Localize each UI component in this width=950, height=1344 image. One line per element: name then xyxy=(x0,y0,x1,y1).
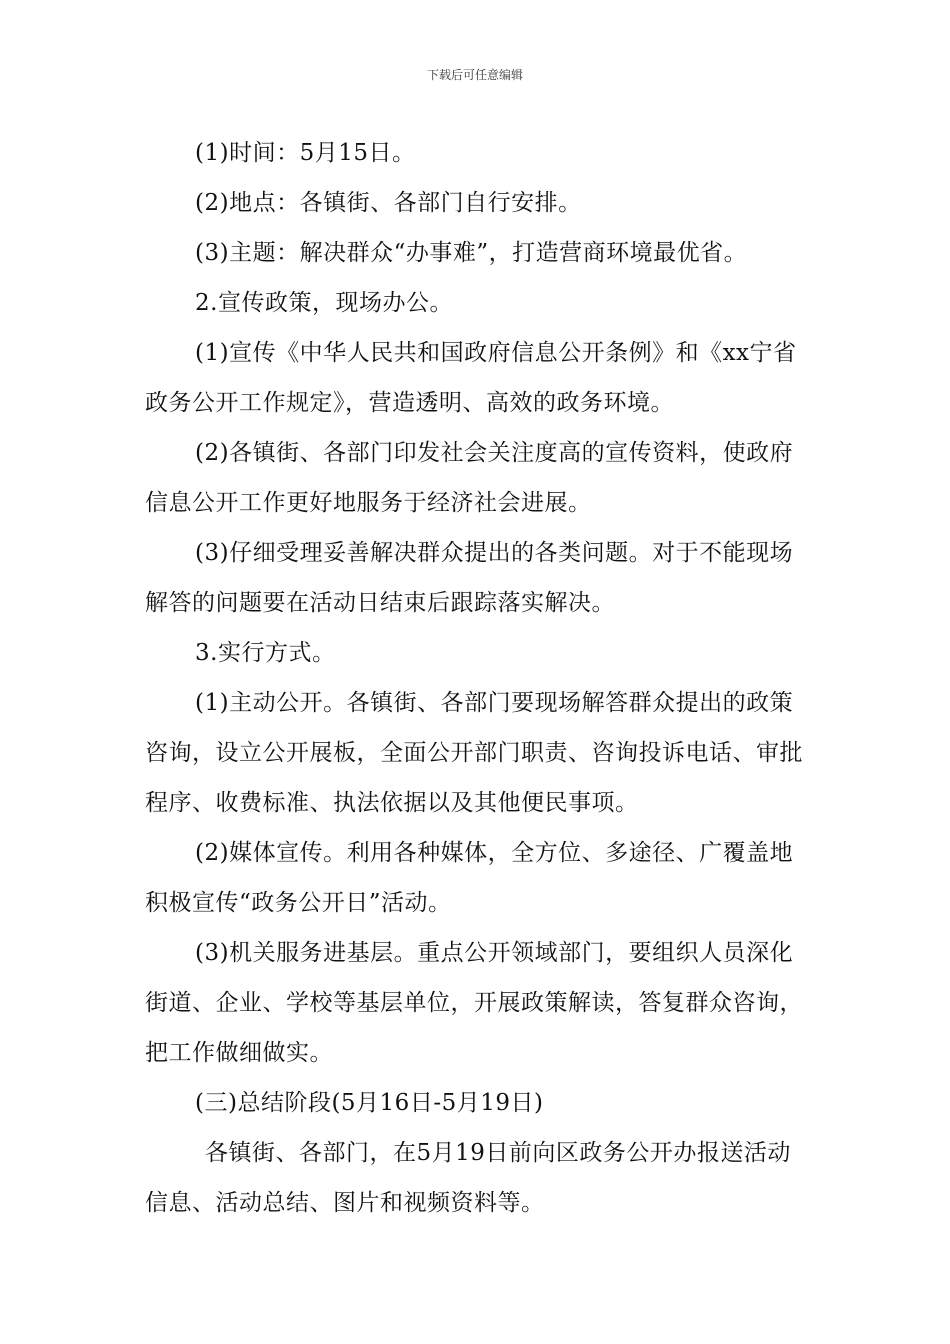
section-heading-publicity: 2.宣传政策，现场办公。 xyxy=(195,290,453,316)
paragraph-methods-3: (3)机关服务进基层。重点公开领域部门，要组织人员深化街道、企业、学校等基层单位，开展政策解读，答复群众咨询，把工作做细做实。 xyxy=(145,940,803,1066)
paragraph-theme: (3)主题：解决群众“办事难”，打造营商环境最优省。 xyxy=(195,240,748,266)
paragraph-methods-1: (1)主动公开。各镇街、各部门要现场解答群众提出的政策咨询，设立公开展板，全面公开部门职责、咨询投诉电话、审批程序、收费标准、执法依据以及其他便民事项。 xyxy=(145,690,803,816)
paragraph-summary: 各镇街、各部门，在5月19日前向区政务公开办报送活动信息、活动总结、图片和视频资料等。 xyxy=(145,1140,791,1216)
section-heading-methods: 3.实行方式。 xyxy=(195,640,336,666)
paragraph-time: (1)时间：5月15日。 xyxy=(195,140,416,166)
paragraph-methods-2: (2)媒体宣传。利用各种媒体，全方位、多途径、广覆盖地积极宣传“政务公开日”活动。 xyxy=(145,840,794,916)
paragraph-publicity-1: (1)宣传《中华人民共和国政府信息公开条例》和《xx宁省政务公开工作规定》，营造透明、高效的政务环境。 xyxy=(145,340,797,416)
paragraph-publicity-3: (3)仔细受理妥善解决群众提出的各类问题。对于不能现场解答的问题要在活动日结束后跟踪落实解决。 xyxy=(145,540,794,616)
paragraph-publicity-2: (2)各镇街、各部门印发社会关注度高的宣传资料，使政府信息公开工作更好地服务于经济社会进展。 xyxy=(145,440,794,516)
document-body xyxy=(145,128,810,1228)
page-header: 下载后可任意编辑 xyxy=(426,68,523,82)
section-heading-summary: (三)总结阶段(5月16日-5月19日) xyxy=(195,1090,544,1116)
paragraph-location: (2)地点：各镇街、各部门自行安排。 xyxy=(195,190,582,216)
